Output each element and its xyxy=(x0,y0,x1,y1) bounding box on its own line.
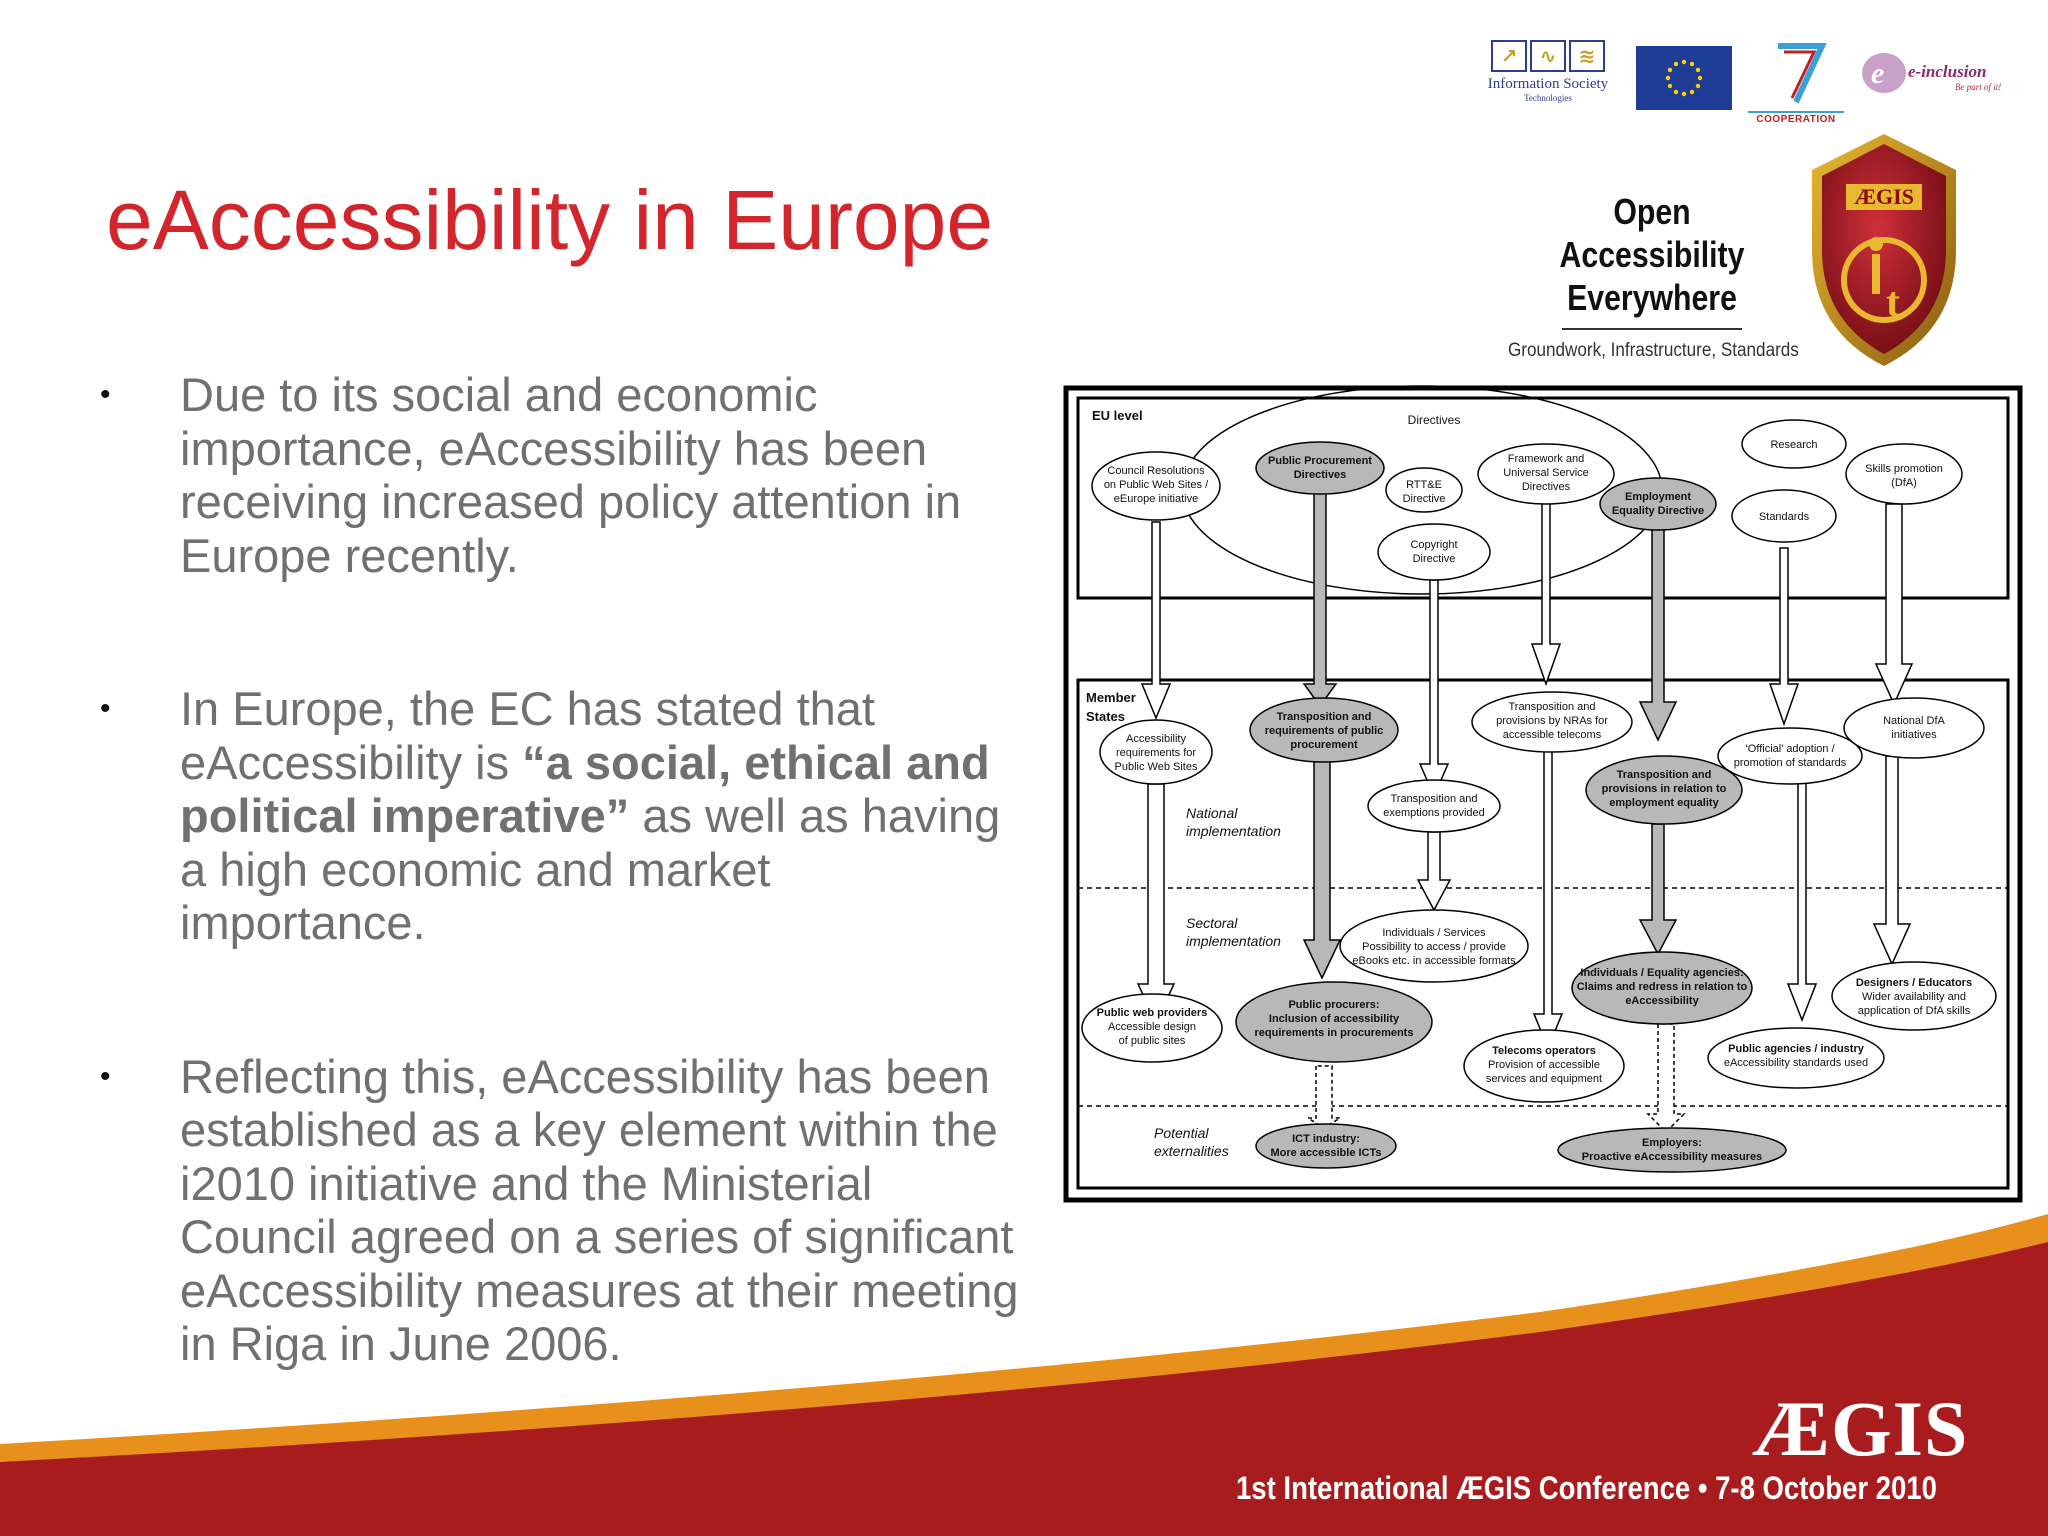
svg-text:Research: Research xyxy=(1770,439,1818,451)
svg-text:Public agencies / industry: Public agencies / industry xyxy=(1728,1043,1864,1055)
ist-zigzag-icon: ≋ xyxy=(1569,40,1605,72)
svg-text:Framework and: Framework and xyxy=(1507,453,1585,465)
node-ict-industry xyxy=(1256,1124,1396,1168)
information-society-logo xyxy=(1478,40,1618,120)
svg-text:Designers / Educators: Designers / Educators xyxy=(1855,977,1973,989)
node-employment-equality xyxy=(1600,478,1716,530)
svg-text:promotion of standards: promotion of standards xyxy=(1733,757,1847,769)
svg-text:Directive: Directive xyxy=(1412,553,1456,565)
eu-level-label: EU level xyxy=(1092,408,1143,423)
svg-text:Public web providers: Public web providers xyxy=(1096,1007,1208,1019)
bullet-text: Reflecting this, eAccessibility has been established as a key element within the i2010 initiative and the Ministerial Council agreed on a series of significant eAccessibility measures at their meeting in Riga in June 2006. xyxy=(180,1049,1019,1370)
node-transposition-exemptions xyxy=(1368,780,1500,832)
ist-sub: Technologies xyxy=(1524,93,1572,103)
svg-text:Public procurers:: Public procurers: xyxy=(1288,999,1380,1011)
svg-text:National: National xyxy=(1186,805,1238,821)
svg-text:t: t xyxy=(1886,280,1900,326)
svg-text:Employment: Employment xyxy=(1624,491,1692,503)
node-council-resolutions xyxy=(1092,452,1220,520)
bullet-emphasis: “a social, ethical and political imperative” xyxy=(180,735,990,842)
svg-text:implementation: implementation xyxy=(1186,933,1281,949)
node-designers-educators xyxy=(1832,962,1996,1030)
svg-text:Transposition and: Transposition and xyxy=(1390,793,1478,805)
svg-text:Individuals / Equality agencie: Individuals / Equality agencies: xyxy=(1580,967,1744,979)
svg-text:Accessibility: Accessibility xyxy=(1126,733,1186,745)
node-individuals-equality xyxy=(1572,952,1752,1024)
svg-text:Copyright: Copyright xyxy=(1410,539,1458,551)
svg-text:requirements in procurements: requirements in procurements xyxy=(1254,1027,1414,1039)
node-transposition-employment xyxy=(1586,756,1742,824)
svg-text:eAccessibility standards used: eAccessibility standards used xyxy=(1723,1057,1869,1069)
svg-text:accessible telecoms: accessible telecoms xyxy=(1502,729,1602,741)
eaccessibility-policy-diagram xyxy=(1062,384,2024,1204)
svg-text:Directives: Directives xyxy=(1521,481,1571,493)
aegis-shield-icon xyxy=(1802,130,1966,370)
node-accessibility-requirements xyxy=(1100,720,1212,784)
node-telecoms-operators xyxy=(1464,1030,1624,1102)
svg-text:eEurope initiative: eEurope initiative xyxy=(1113,493,1199,505)
node-rtte xyxy=(1386,468,1462,512)
node-research xyxy=(1742,420,1846,468)
cooperation-label: COOPERATION xyxy=(1748,111,1844,125)
node-public-procurement xyxy=(1256,442,1384,494)
node-national-dfa xyxy=(1844,698,1984,758)
fp7-cooperation-logo xyxy=(1748,40,1844,125)
bullet-dot: • xyxy=(100,692,111,725)
svg-text:Member: Member xyxy=(1086,690,1136,705)
svg-text:requirements for: requirements for xyxy=(1115,747,1197,759)
svg-text:externalities: externalities xyxy=(1154,1143,1229,1159)
svg-text:Telecoms operators: Telecoms operators xyxy=(1492,1045,1596,1057)
svg-text:of public sites: of public sites xyxy=(1118,1035,1186,1047)
svg-text:requirements of public: requirements of public xyxy=(1264,725,1384,737)
svg-text:Council Resolutions: Council Resolutions xyxy=(1107,465,1205,477)
svg-text:RTT&E: RTT&E xyxy=(1406,479,1442,491)
svg-text:Individuals / Services: Individuals / Services xyxy=(1382,927,1486,939)
svg-text:provisions in relation to: provisions in relation to xyxy=(1601,783,1727,795)
svg-text:Inclusion of accessibility: Inclusion of accessibility xyxy=(1268,1013,1400,1025)
svg-text:Provision of accessible: Provision of accessible xyxy=(1488,1059,1600,1071)
ist-wave-icon: ∿ xyxy=(1530,40,1566,72)
svg-text:Claims and redress in relation: Claims and redress in relation to xyxy=(1576,981,1748,993)
bullet-dot: • xyxy=(100,378,111,411)
node-skills-promotion xyxy=(1846,444,1962,504)
bullet-text: Due to its social and economic importance, eAccessibility has been receiving increased policy attention in Europe recently. xyxy=(180,368,962,582)
svg-text:More accessible ICTs: More accessible ICTs xyxy=(1270,1147,1382,1159)
svg-text:Transposition and: Transposition and xyxy=(1616,769,1712,781)
svg-text:Universal Service: Universal Service xyxy=(1503,467,1589,479)
svg-text:services and equipment: services and equipment xyxy=(1485,1073,1603,1085)
einclusion-e-icon xyxy=(1860,50,1908,96)
einclusion-logo xyxy=(1860,50,2010,130)
svg-text:Proactive eAccessibility measu: Proactive eAccessibility measures xyxy=(1581,1151,1763,1163)
svg-text:Directive: Directive xyxy=(1402,493,1446,505)
svg-text:Transposition and: Transposition and xyxy=(1508,701,1596,713)
svg-text:e: e xyxy=(1871,57,1885,90)
node-framework xyxy=(1478,444,1614,504)
svg-text:Sectoral: Sectoral xyxy=(1186,915,1238,931)
svg-text:eAccessibility: eAccessibility xyxy=(1625,995,1699,1007)
svg-text:exemptions provided: exemptions provided xyxy=(1383,807,1485,819)
node-copyright xyxy=(1378,524,1490,580)
svg-text:National DfA: National DfA xyxy=(1883,715,1945,727)
svg-text:procurement: procurement xyxy=(1290,739,1358,751)
svg-text:application of DfA skills: application of DfA skills xyxy=(1857,1005,1971,1017)
bullet-text: In Europe, the EC has stated that eAccessibility is “a social, ethical and political imperative” as well as having a high economic and market importance. xyxy=(180,682,1001,949)
einclusion-tagline: Be part of it! xyxy=(1955,82,2002,92)
fp7-seven-icon xyxy=(1748,40,1844,106)
svg-text:‘Official’ adoption /: ‘Official’ adoption / xyxy=(1745,743,1835,755)
slide-title: eAccessibility in Europe xyxy=(106,173,994,267)
aegis-tagline xyxy=(1492,190,1812,362)
svg-text:Potential: Potential xyxy=(1154,1125,1209,1141)
svg-text:(DfA): (DfA) xyxy=(1891,477,1917,489)
svg-text:Employers:: Employers: xyxy=(1642,1137,1702,1149)
node-public-procurers xyxy=(1236,982,1432,1062)
svg-text:implementation: implementation xyxy=(1186,823,1281,839)
node-transposition-nra xyxy=(1472,692,1632,752)
ist-name: Information Society xyxy=(1487,76,1609,92)
svg-text:initiatives: initiatives xyxy=(1891,729,1937,741)
svg-text:Transposition and: Transposition and xyxy=(1276,711,1372,723)
svg-text:Skills promotion: Skills promotion xyxy=(1865,463,1943,475)
svg-text:eBooks etc. in accessible form: eBooks etc. in accessible formats xyxy=(1352,955,1516,967)
bullet-dot: • xyxy=(100,1059,111,1093)
node-standards xyxy=(1732,490,1836,542)
tagline-line-1: Open Accessibility xyxy=(1559,191,1745,276)
tagline-line-2: Everywhere xyxy=(1567,277,1737,319)
svg-text:Accessible design: Accessible design xyxy=(1107,1021,1197,1033)
svg-text:Equality Directive: Equality Directive xyxy=(1611,505,1705,517)
node-transposition-pp xyxy=(1250,698,1398,762)
node-employers xyxy=(1558,1128,1786,1172)
bullet-item xyxy=(100,682,1020,950)
svg-text:Wider availability and: Wider availability and xyxy=(1862,991,1966,1003)
eu-flag-icon xyxy=(1636,46,1732,110)
svg-text:provisions by NRAs for: provisions by NRAs for xyxy=(1496,715,1608,727)
svg-text:on Public Web Sites /: on Public Web Sites / xyxy=(1103,479,1209,491)
svg-text:employment equality: employment equality xyxy=(1609,797,1719,809)
svg-text:Directives: Directives xyxy=(1293,469,1347,481)
shield-text: ÆGIS xyxy=(1854,184,1914,209)
tagline-divider xyxy=(1562,328,1742,330)
node-public-agencies xyxy=(1708,1028,1884,1088)
svg-text:States: States xyxy=(1086,709,1126,724)
svg-text:Possibility to access / provid: Possibility to access / provide xyxy=(1362,941,1506,953)
svg-text:ICT industry:: ICT industry: xyxy=(1292,1133,1360,1145)
tagline-sub: Groundwork, Infrastructure, Standards xyxy=(1508,339,1799,361)
node-official-adoption xyxy=(1718,728,1862,784)
footer-conference-text: 1st International ÆGIS Conference • 7-8 October 2010 xyxy=(1236,1470,1937,1506)
svg-text:Standards: Standards xyxy=(1758,511,1810,523)
directives-label: Directives xyxy=(1407,413,1461,427)
node-individuals-services xyxy=(1340,910,1528,982)
bullet-item xyxy=(100,368,1020,582)
footer-aegis-logo: ÆGIS xyxy=(1752,1385,1969,1472)
svg-text:Public Procurement: Public Procurement xyxy=(1268,455,1372,467)
ist-arrow-icon: ↗ xyxy=(1491,40,1527,72)
einclusion-name: e-inclusion xyxy=(1908,62,1987,81)
node-public-web-providers xyxy=(1082,994,1222,1062)
svg-text:Public Web Sites: Public Web Sites xyxy=(1114,761,1198,773)
